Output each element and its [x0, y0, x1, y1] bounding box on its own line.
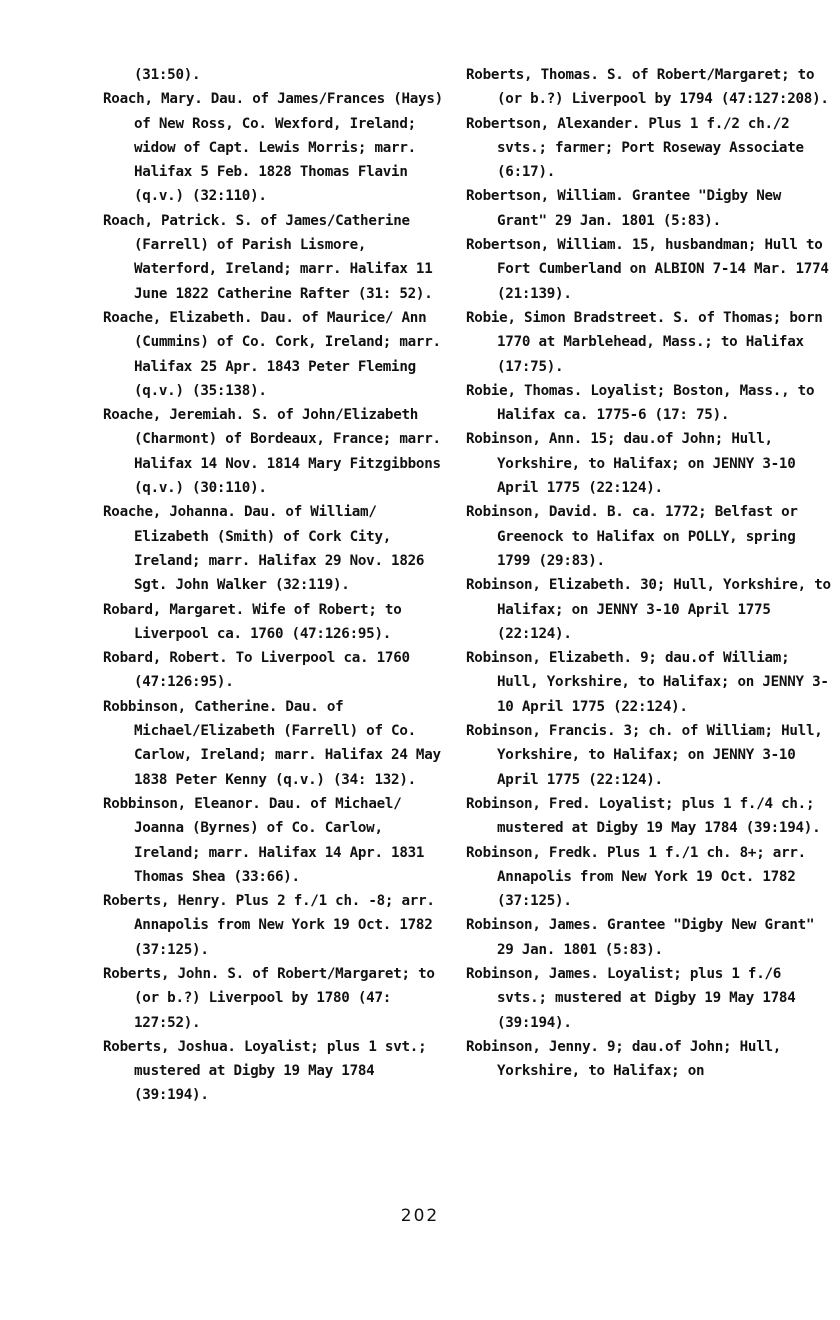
index-entry: Robinson, Elizabeth. 30; Hull, Yorkshire, to Halifax; on JENNY 3-10 April 1775 (22:124). — [466, 577, 831, 642]
index-entry: Robinson, James. Loyalist; plus 1 f./6 svts.; mustered at Digby 19 May 1784 (39:194). — [466, 965, 796, 1031]
index-entry: Robard, Margaret. Wife of Robert; to Liverpool ca. 1760 (47:126:95). — [103, 601, 402, 642]
index-entry: Roache, Jeremiah. S. of John/Elizabeth (Charmont) of Bordeaux, France; marr. Halifax 14 Nov. 1814 Mary Fitzgibbons (q.v.) (30:110). — [103, 407, 441, 497]
index-entry: Robbinson, Eleanor. Dau. of Michael/ Joanna (Byrnes) of Co. Carlow, Ireland; marr. Halifax 14 Apr. 1831 Thomas Shea (33:66). — [103, 795, 425, 885]
index-entry: Robinson, Francis. 3; ch. of William; Hull, Yorkshire, to Halifax; on JENNY 3-10 April 1775 (22:124). — [466, 723, 823, 788]
index-entry: Robbinson, Catherine. Dau. of Michael/Elizabeth (Farrell) of Co. Carlow, Ireland; marr. Halifax 24 May 1838 Peter Kenny (q.v.) (34: 132). — [103, 698, 441, 788]
index-entry: Robie, Simon Bradstreet. S. of Thomas; born 1770 at Marblehead, Mass.; to Halifax (17:75). — [466, 309, 823, 375]
left-column — [103, 63, 453, 1108]
index-entry: Roache, Johanna. Dau. of William/ Elizabeth (Smith) of Cork City, Ireland; marr. Halifax 29 Nov. 1826 Sgt. John Walker (32:119). — [103, 504, 425, 594]
index-entry: Roberts, Henry. Plus 2 f./1 ch. -8; arr. Annapolis from New York 19 Oct. 1782 (37:125). — [103, 893, 435, 958]
index-entry: Robard, Robert. To Liverpool ca. 1760 (47:126:95). — [103, 650, 410, 691]
index-entry: Robinson, Ann. 15; dau.of John; Hull, Yorkshire, to Halifax; on JENNY 3-10 April 1775 (22:124). — [466, 431, 796, 497]
index-entry: Robertson, William. Grantee "Digby New Grant" 29 Jan. 1801 (5:83). — [466, 188, 782, 229]
index-entry: Robinson, Fredk. Plus 1 f./1 ch. 8+; arr. Annapolis from New York 19 Oct. 1782 (37:125). — [466, 844, 806, 910]
index-entry: Roberts, John. S. of Robert/Margaret; to (or b.?) Liverpool by 1780 (47: 127:52). — [103, 965, 435, 1031]
index-entry: (31:50). — [134, 67, 201, 83]
page-number: 202 — [400, 1206, 440, 1226]
index-entry: Roach, Patrick. S. of James/Catherine (Farrell) of Parish Lismore, Waterford, Ireland; marr. Halifax 11 June 1822 Catherine Rafter (31: 52). — [103, 212, 433, 302]
index-entry: Roache, Elizabeth. Dau. of Maurice/ Ann (Cummins) of Co. Cork, Ireland; marr. Halifax 25 Apr. 1843 Peter Fleming (q.v.) (35:138). — [103, 309, 441, 399]
index-entry: Robinson, Elizabeth. 9; dau.of William; Hull, Yorkshire, to Halifax; on JENNY 3-10 April 1775 (22:124). — [466, 650, 829, 715]
index-entry: Roach, Mary. Dau. of James/Frances (Hays) of New Ross, Co. Wexford, Ireland; widow of Capt. Lewis Morris; marr. Halifax 5 Feb. 1828 Thomas Flavin (q.v.) (32:110). — [103, 91, 443, 205]
index-entry: Robinson, Fred. Loyalist; plus 1 f./4 ch.; mustered at Digby 19 May 1784 (39:194). — [466, 795, 821, 837]
index-entry: Robertson, Alexander. Plus 1 f./2 ch./2 svts.; farmer; Port Roseway Associate (6:17). — [466, 115, 804, 181]
index-entry: Robinson, Jenny. 9; dau.of John; Hull, Yorkshire, to Halifax; on — [466, 1038, 782, 1080]
index-entry: Robie, Thomas. Loyalist; Boston, Mass., to Halifax ca. 1775-6 (17: 75). — [466, 382, 815, 424]
index-entry: Robinson, James. Grantee "Digby New Grant" 29 Jan. 1801 (5:83). — [466, 917, 815, 958]
index-entry: Roberts, Thomas. S. of Robert/Margaret; to (or b.?) Liverpool by 1794 (47:127:208). — [466, 67, 829, 108]
index-entry: Robinson, David. B. ca. 1772; Belfast or Greenock to Halifax on POLLY, spring 1799 (29:83). — [466, 504, 798, 569]
index-entry: Robertson, William. 15, husbandman; Hull to Fort Cumberland on ALBION 7-14 Mar. 1774 (21:139). — [466, 237, 829, 302]
index-entry: Roberts, Joshua. Loyalist; plus 1 svt.; mustered at Digby 19 May 1784 (39:194). — [103, 1038, 427, 1104]
right-column — [466, 63, 834, 1083]
